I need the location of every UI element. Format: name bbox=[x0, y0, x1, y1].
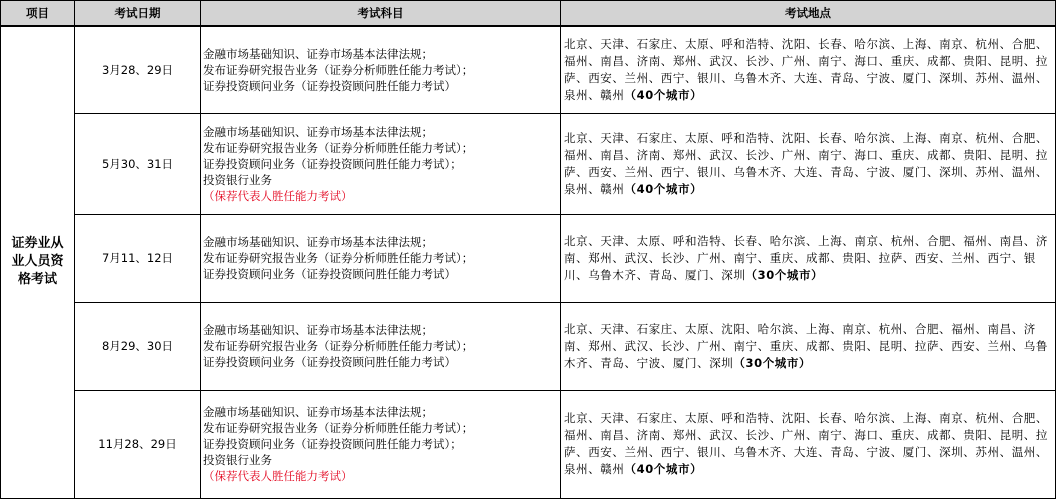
exam-subjects bbox=[201, 390, 561, 498]
exam-cities bbox=[561, 302, 1056, 390]
subject-line: 发布证券研究报告业务（证券分析师胜任能力考试）； bbox=[203, 339, 474, 353]
city-list: 北京、天津、石家庄、太原、呼和浩特、沈阳、长春、哈尔滨、上海、南京、杭州、合肥、福州、南昌、济南、郑州、武汉、长沙、广州、南宁、海口、重庆、成都、贵阳、昆明、拉萨、西安、兰州、西宁、银川、乌鲁木齐、大连、青岛、宁波、厦门、深圳、苏州、温州、泉州、赣州 bbox=[564, 36, 1048, 102]
exam-date: 11月28、29日 bbox=[75, 390, 201, 498]
table-row bbox=[1, 390, 1056, 498]
city-list: 北京、天津、石家庄、太原、呼和浩特、沈阳、长春、哈尔滨、上海、南京、杭州、合肥、福州、南昌、济南、郑州、武汉、长沙、广州、南宁、海口、重庆、成都、贵阳、昆明、拉萨、西安、兰州、西宁、银川、乌鲁木齐、大连、青岛、宁波、厦门、深圳、苏州、温州、泉州、赣州 bbox=[564, 411, 1048, 476]
header-row bbox=[1, 1, 1056, 27]
project-name-cell: 证券业从业人员资格考试 bbox=[1, 26, 75, 498]
exam-date: 7月11、12日 bbox=[75, 214, 201, 302]
header-date: 考试日期 bbox=[75, 1, 201, 27]
table-row bbox=[1, 214, 1056, 302]
subject-line: 金融市场基础知识、证券市场基本法律法规； bbox=[203, 124, 433, 139]
subject-line: 金融市场基础知识、证券市场基本法律法规； bbox=[203, 235, 433, 249]
exam-cities bbox=[561, 113, 1056, 214]
subject-line bbox=[203, 172, 560, 204]
exam-subjects bbox=[201, 113, 561, 214]
header-subject: 考试科目 bbox=[201, 1, 561, 27]
subject-line: 发布证券研究报告业务（证券分析师胜任能力考试）； bbox=[203, 140, 474, 155]
exam-date: 5月30、31日 bbox=[75, 113, 201, 214]
subject-line bbox=[203, 452, 560, 484]
exam-cities bbox=[561, 214, 1056, 302]
city-count: （30个城市） bbox=[745, 267, 824, 282]
subject-line: 证券投资顾问业务（证券投资顾问胜任能力考试） bbox=[203, 355, 456, 369]
subject-line: 证券投资顾问业务（证券投资顾问胜任能力考试）； bbox=[203, 156, 462, 171]
subject-line: 金融市场基础知识、证券市场基本法律法规； bbox=[203, 46, 433, 61]
table-row bbox=[1, 302, 1056, 390]
exam-date: 3月28、29日 bbox=[75, 26, 201, 113]
exam-subjects bbox=[201, 302, 561, 390]
header-project: 项目 bbox=[1, 1, 75, 27]
city-count: （40个城市） bbox=[624, 462, 703, 476]
exam-date: 8月29、30日 bbox=[75, 302, 201, 390]
sponsor-rep-note: （保荐代表人胜任能力考试） bbox=[203, 469, 353, 483]
city-count: （40个城市） bbox=[624, 87, 703, 102]
subject-line: 发布证券研究报告业务（证券分析师胜任能力考试）； bbox=[203, 421, 474, 435]
subject-line: 证券投资顾问业务（证券投资顾问胜任能力考试）； bbox=[203, 437, 462, 451]
exam-cities bbox=[561, 26, 1056, 113]
subject-prefix: 投资银行业务 bbox=[203, 172, 272, 187]
exam-subjects bbox=[201, 214, 561, 302]
subject-line: 发布证券研究报告业务（证券分析师胜任能力考试）； bbox=[203, 62, 474, 77]
table-row bbox=[1, 26, 1056, 113]
table-row bbox=[1, 113, 1056, 214]
city-list: 北京、天津、太原、呼和浩特、长春、哈尔滨、上海、南京、杭州、合肥、福州、南昌、济南、郑州、武汉、长沙、广州、南宁、重庆、成都、贵阳、拉萨、西安、兰州、西宁、银川、乌鲁木齐、青岛、厦门、深圳 bbox=[564, 233, 1048, 282]
sponsor-rep-note: （保荐代表人胜任能力考试） bbox=[203, 188, 353, 203]
city-list: 北京、天津、石家庄、太原、沈阳、哈尔滨、上海、南京、杭州、合肥、福州、南昌、济南、郑州、武汉、长沙、广州、南宁、重庆、成都、贵阳、昆明、拉萨、西安、兰州、乌鲁木齐、青岛、宁波、厦门、深圳 bbox=[564, 321, 1048, 370]
subject-line: 证券投资顾问业务（证券投资顾问胜任能力考试） bbox=[203, 267, 456, 281]
header-location: 考试地点 bbox=[561, 1, 1056, 27]
city-list: 北京、天津、石家庄、太原、呼和浩特、沈阳、长春、哈尔滨、上海、南京、杭州、合肥、福州、南昌、济南、郑州、武汉、长沙、广州、南宁、海口、重庆、成都、贵阳、昆明、拉萨、西安、兰州、西宁、银川、乌鲁木齐、大连、青岛、宁波、厦门、深圳、苏州、温州、泉州、赣州 bbox=[564, 130, 1048, 196]
city-count: （30个城市） bbox=[733, 355, 812, 370]
subject-line: 发布证券研究报告业务（证券分析师胜任能力考试）； bbox=[203, 251, 474, 265]
subject-line: 金融市场基础知识、证券市场基本法律法规； bbox=[203, 405, 433, 419]
city-count: （40个城市） bbox=[624, 181, 703, 196]
subject-line: 证券投资顾问业务（证券投资顾问胜任能力考试） bbox=[203, 78, 456, 93]
exam-cities bbox=[561, 390, 1056, 498]
subject-prefix: 投资银行业务 bbox=[203, 453, 272, 467]
exam-subjects bbox=[201, 26, 561, 113]
subject-line: 金融市场基础知识、证券市场基本法律法规； bbox=[203, 323, 433, 337]
